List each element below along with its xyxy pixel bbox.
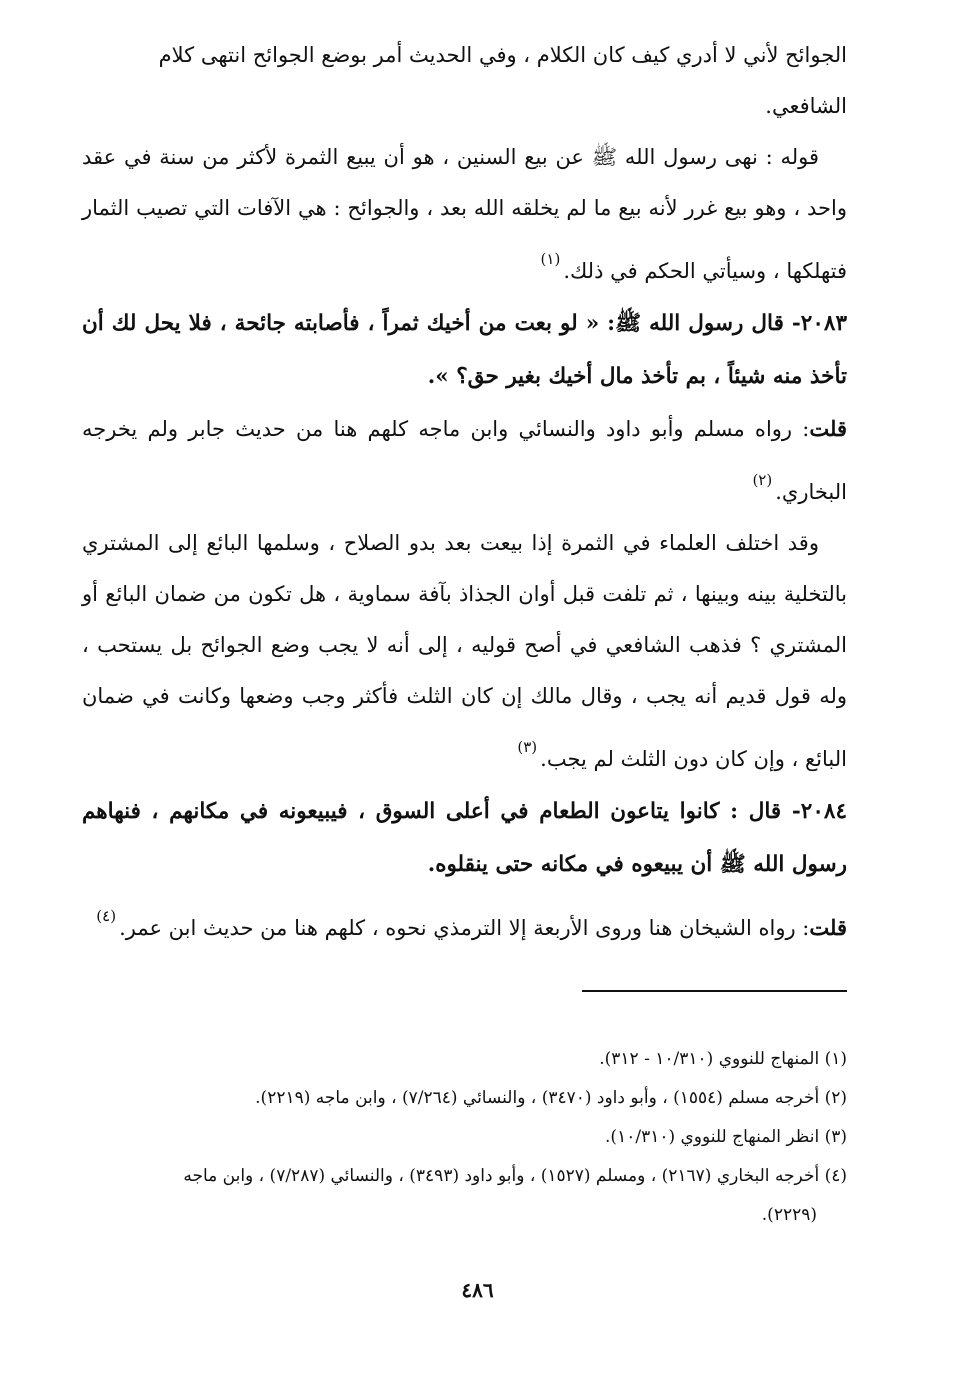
paragraph-line: الجوائح لأني لا أدري كيف كان الكلام ، وفي الحديث أمر بوضع الجوائح انتهى كلام bbox=[158, 43, 847, 67]
paragraph-text: وقد اختلف العلماء في الثمرة إذا بيعت بعد بدو الصلاح ، وسلمها البائع إلى المشتري بالتخلية بينه وبينها ، ثم تلفت قبل أوان الجذاذ بآفة سماوية ، هل تكون من ضمان البائع أو المشتري ؟ فذهب الشافعي في أصح قوليه ، إلى أنه لا يجب وضع الجوائح بل يستحب ، وله قول قديم أنه يجب ، وقال مالك إن كان الثلث فأكثر وجب وضعها وكانت في ضمان البائع ، وإن كان دون الثلث لم يجب. bbox=[82, 531, 847, 771]
hadith-text: ٢٠٨٤- قال : كانوا يتاعون الطعام في أعلى السوق ، فيبيعونه في مكانهم ، فنهاهم رسول الله ﷺ أن يبيعوه في مكانه حتى ينقلوه. bbox=[82, 799, 847, 877]
main-text bbox=[82, 30, 847, 954]
footnote-ref-1[interactable]: (١) bbox=[540, 250, 561, 268]
hadith-2083 bbox=[82, 297, 847, 403]
paragraph-qult-1 bbox=[82, 403, 847, 518]
footnote-ref-4[interactable]: (٤) bbox=[96, 907, 117, 925]
paragraph-text: : رواه مسلم وأبو داود والنسائي وابن ماجه كلهم هنا من حديث جابر ولم يخرجه البخاري. bbox=[82, 417, 847, 504]
qult-label: قلت bbox=[809, 416, 847, 441]
footnote-ref-2[interactable]: (٢) bbox=[752, 471, 773, 489]
footnote-divider bbox=[582, 990, 847, 992]
hadith-text: ٢٠٨٣- قال رسول الله ﷺ: « لو بعت من أخيك ثمراً ، فأصابته جائحة ، فلا يحل لك أن تأخذ منه شيئاً ، بم تأخذ مال أخيك بغير حق؟ ». bbox=[82, 311, 847, 389]
footnote-4-continuation: (٢٢٢٩). bbox=[761, 1205, 817, 1225]
paragraph-shafii-quote bbox=[82, 30, 847, 132]
footnote-3: (٣) انظر المنهاج للنووي (١٠/٣١٠). bbox=[605, 1127, 847, 1147]
footnote-ref-3[interactable]: (٣) bbox=[517, 738, 538, 756]
paragraph-text: : رواه الشيخان هنا وروى الأربعة إلا الترمذي نحوه ، كلهم هنا من حديث ابن عمر. bbox=[119, 916, 810, 940]
footnote-4: (٤) أخرجه البخاري (٢١٦٧) ، ومسلم (١٥٢٧) ، وأبو داود (٣٤٩٣) ، والنسائي (٧/٢٨٧) ، وابن ماجه bbox=[183, 1166, 847, 1186]
paragraph-qult-2 bbox=[82, 891, 847, 954]
hadith-2084 bbox=[82, 785, 847, 891]
paragraph-commentary bbox=[82, 132, 847, 297]
qult-label: قلت bbox=[809, 915, 847, 940]
footnote-1: (١) المنهاج للنووي (١٠/٣١٠ - ٣١٢). bbox=[599, 1049, 847, 1069]
page-number: ٤٨٦ bbox=[461, 1278, 494, 1302]
paragraph-line: الشافعي. bbox=[765, 94, 847, 118]
paragraph-text: قوله : نهى رسول الله ﷺ عن بيع السنين ، هو أن يبيع الثمرة لأكثر من سنة في عقد واحد ، وهو بيع غرر لأنه بيع ما لم يخلقه الله بعد ، والجوائح : هي الآفات التي تصيب الثمار فتهلكها ، وسيأتي الحكم في ذلك. bbox=[82, 145, 847, 283]
footnotes bbox=[82, 1040, 847, 1235]
paragraph-scholars-dispute bbox=[82, 518, 847, 785]
footnote-2: (٢) أخرجه مسلم (١٥٥٤) ، وأبو داود (٣٤٧٠) ، والنسائي (٧/٢٦٤) ، وابن ماجه (٢٢١٩). bbox=[255, 1088, 847, 1108]
